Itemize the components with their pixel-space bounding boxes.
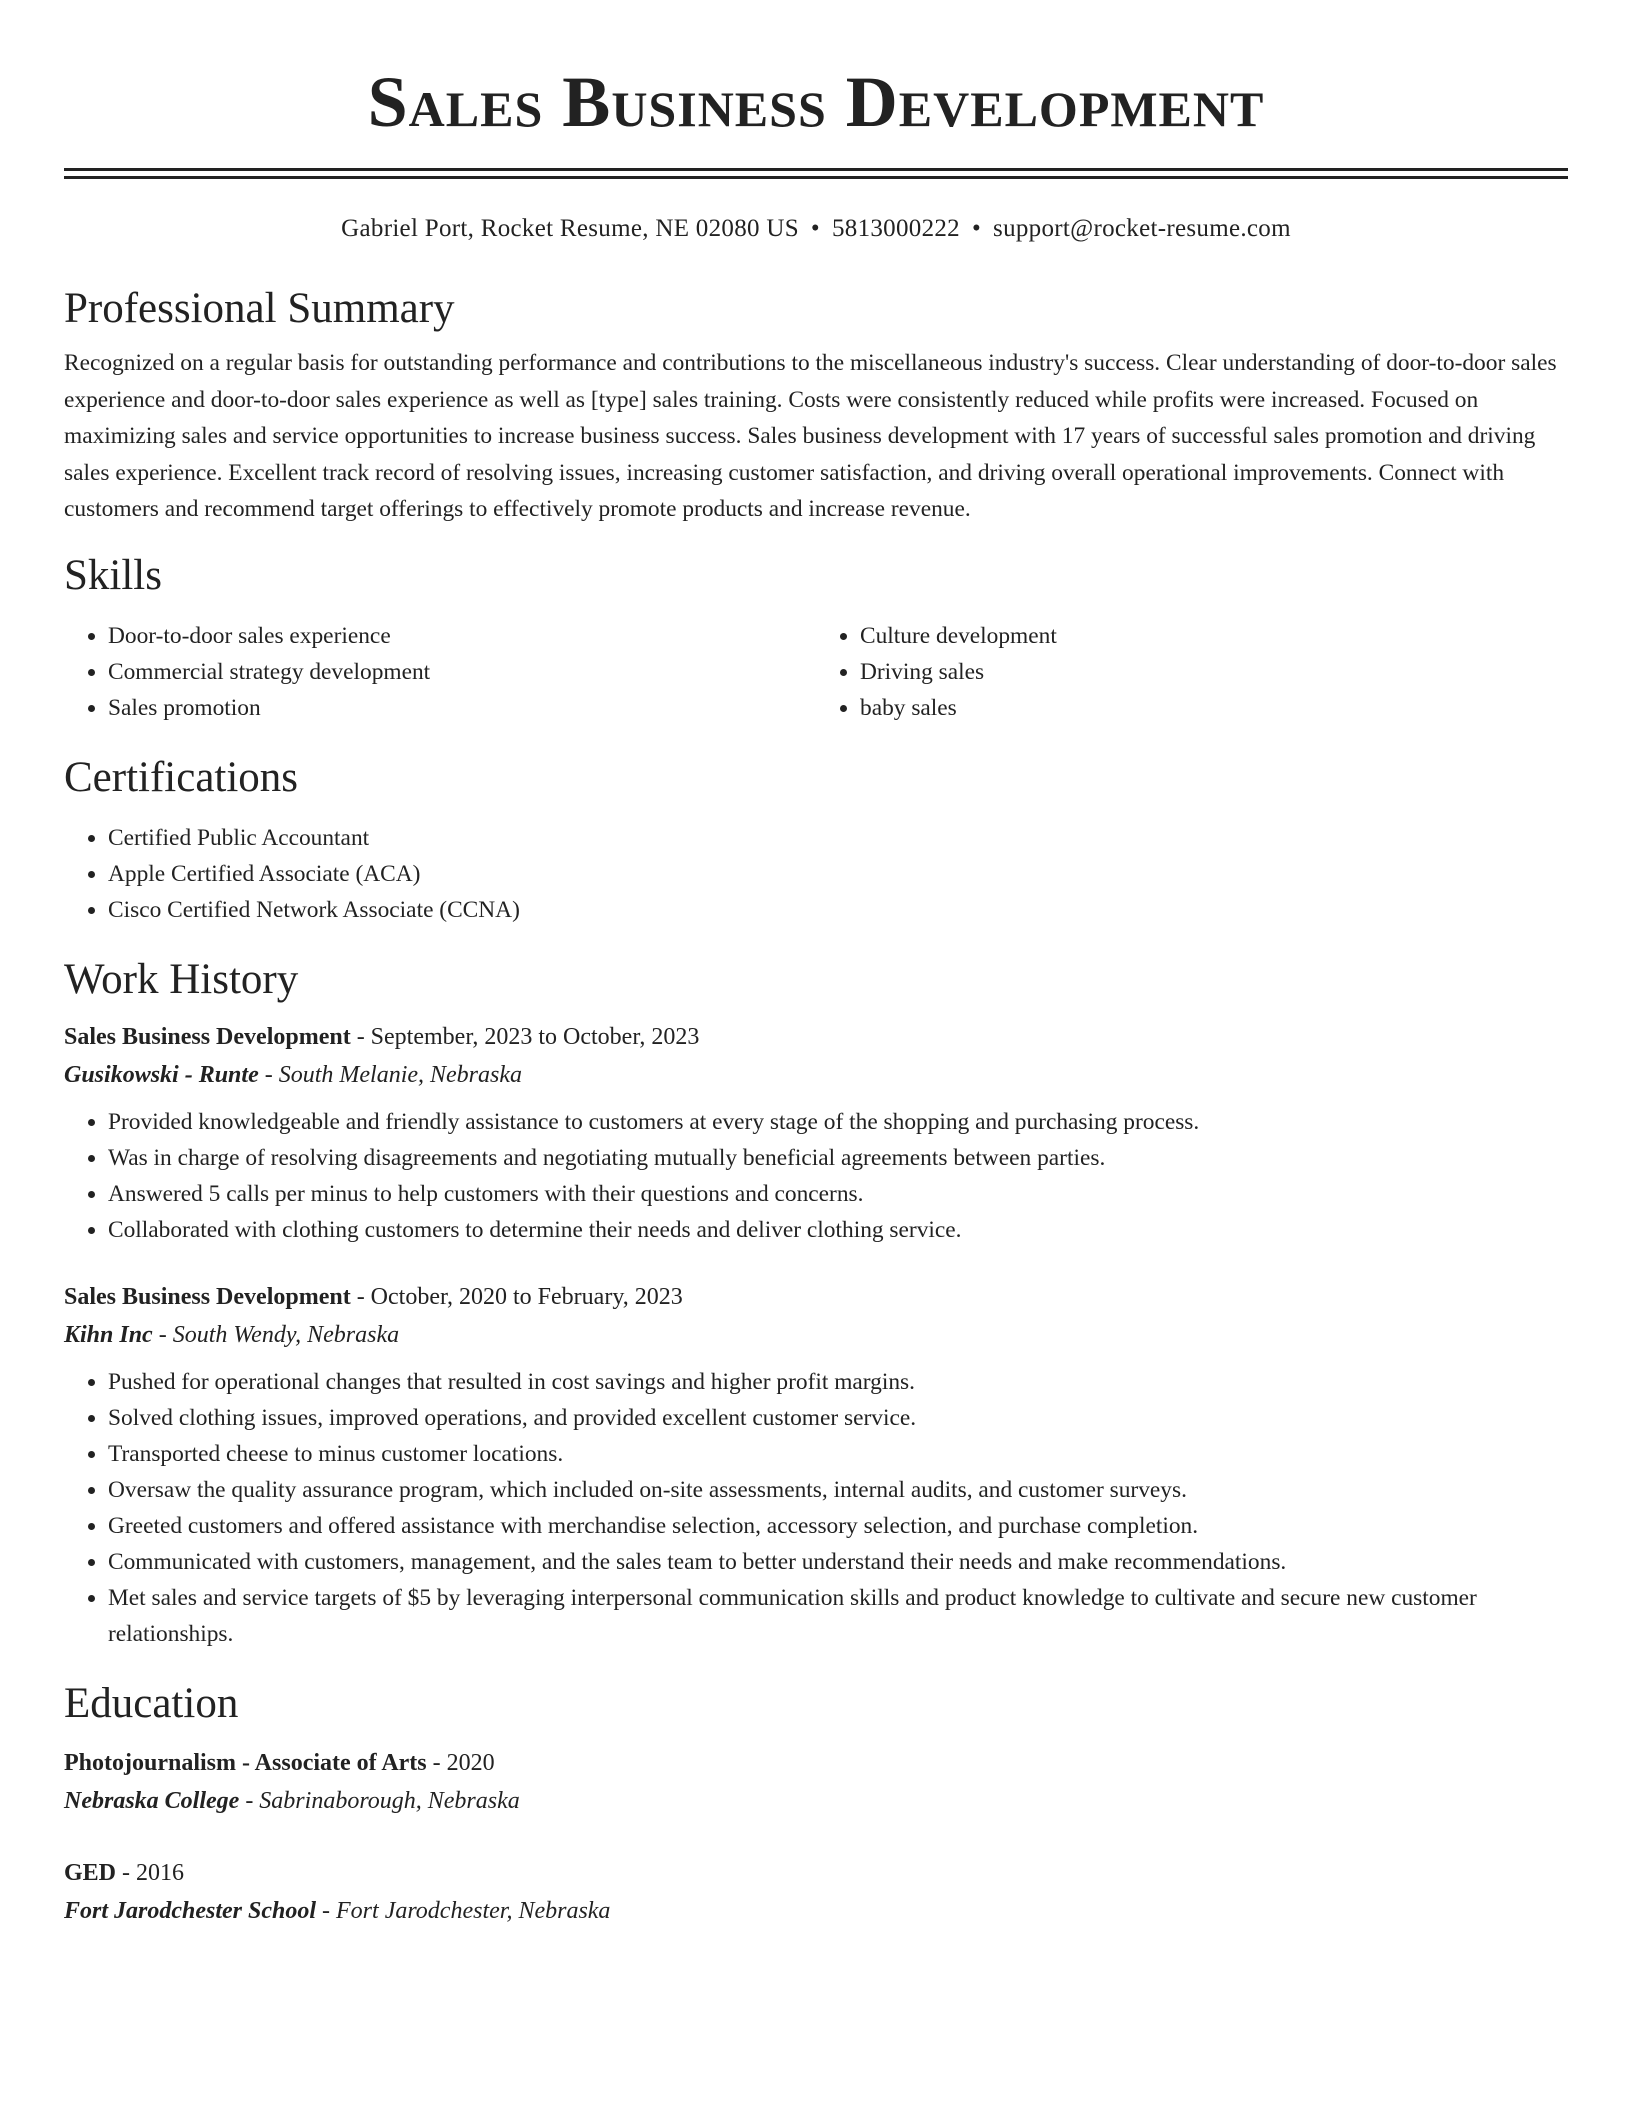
contact-line [64,213,1568,245]
job-company-line [64,1056,1568,1094]
certification-item: • Certified Public Accountant [108,820,1568,856]
job-bullet: • Met sales and service targets of $5 by leveraging interpersonal communication skills and product knowledge to cultivate and secure new customer relationships. [108,1580,1568,1652]
education-degree-line [64,1854,1568,1892]
job-bullet: • Collaborated with clothing customers to determine their needs and deliver clothing service. [108,1212,1568,1248]
education-entry [64,1854,1568,1930]
resume-title: Sales Business Development [367,62,1265,142]
job-bullet: • Communicated with customers, management, and the sales team to better understand their needs and make recommendations. [108,1544,1568,1580]
job-location: - South Melanie, Nebraska [258,1061,523,1088]
job-dates: - September, 2023 to October, 2023 [350,1023,700,1050]
certifications-heading: Certifications [64,753,299,801]
job-location: - South Wendy, Nebraska [152,1321,400,1348]
job-bullet: • Greeted customers and offered assistance with merchandise selection, accessory selection, and purchase completion. [108,1508,1568,1544]
job-bullet: • Answered 5 calls per minus to help customers with their questions and concerns. [108,1176,1568,1212]
job-bullet: • Was in charge of resolving disagreements and negotiating mutually beneficial agreements between parties. [108,1140,1568,1176]
contact-phone: 5813000222 [831,215,960,242]
education-entry [64,1744,1568,1820]
education-school: Nebraska College [64,1787,240,1814]
job-bullet: • Oversaw the quality assurance program, which included on-site assessments, internal audits, and customer surveys. [108,1472,1568,1508]
education-year: - 2016 [116,1859,185,1886]
summary-heading: Professional Summary [64,285,455,332]
skills-heading: Skills [64,551,162,599]
job-title-line [64,1018,1568,1056]
skill-item: • baby sales [860,690,1568,726]
skills-list [64,618,1568,726]
skills-column-right [816,618,1568,726]
education-year: - 2020 [426,1749,495,1776]
job-bullet: • Transported cheese to minus customer locations. [108,1436,1568,1472]
skill-item: • Door-to-door sales experience [108,618,816,654]
education-school-line [64,1782,1568,1820]
job-title: Sales Business Development [64,1023,351,1050]
education-school-line [64,1892,1568,1930]
job-responsibilities [64,1104,1568,1248]
skill-item: • Commercial strategy development [108,654,816,690]
education-location: - Fort Jarodchester, Nebraska [316,1897,611,1924]
job-entry [64,1278,1568,1652]
certification-item: • Apple Certified Associate (ACA) [108,856,1568,892]
title-divider-top [64,168,1568,171]
title-divider-bottom [64,176,1568,179]
skills-column-left [64,618,816,726]
job-company: Gusikowski - Runte [64,1061,259,1088]
job-company: Kihn Inc [64,1321,153,1348]
skill-item: • Culture development [860,618,1568,654]
education-degree: GED [64,1859,117,1886]
education-degree: Photojournalism - Associate of Arts [64,1749,427,1776]
contact-address: Gabriel Port, Rocket Resume, NE 02080 US [341,215,799,242]
job-responsibilities [64,1364,1568,1652]
contact-email: support@rocket-resume.com [993,215,1291,242]
contact-separator: • [971,215,982,242]
skill-item: • Driving sales [860,654,1568,690]
work-history-heading: Work History [64,955,299,1003]
certifications-list [64,820,1568,928]
job-bullet: • Provided knowledgeable and friendly assistance to customers at every stage of the shopping and purchasing process. [108,1104,1568,1140]
job-entry [64,1018,1568,1248]
job-title: Sales Business Development [64,1283,351,1310]
education-location: - Sabrinaborough, Nebraska [239,1787,520,1814]
job-bullet: • Pushed for operational changes that resulted in cost savings and higher profit margins. [108,1364,1568,1400]
certification-item: • Cisco Certified Network Associate (CCNA) [108,892,1568,928]
education-degree-line [64,1744,1568,1782]
contact-separator: • [810,215,820,242]
education-heading: Education [64,1679,239,1727]
education-school: Fort Jarodchester School [64,1897,317,1924]
job-company-line [64,1316,1568,1354]
job-dates: - October, 2020 to February, 2023 [350,1283,683,1310]
job-bullet: • Solved clothing issues, improved operations, and provided excellent customer service. [108,1400,1568,1436]
job-title-line [64,1278,1568,1316]
summary-text: Recognized on a regular basis for outstanding performance and contributions to the miscellaneous industry's success. Clear understanding of door-to-door sales experience and door-to-door sales experience as well as [type] sales training. Costs were consistently reduced while profits were increased. Focused on maximizing sales and service opportunities to increase business success. Sales business development with 17 years of successful sales promotion and driving sales experience. Excellent track record of resolving issues, increasing customer satisfaction, and driving overall operational improvements. Connect with customers and recommend target offerings to effectively promote products and increase revenue. [64,350,1557,522]
skill-item: • Sales promotion [108,690,816,726]
